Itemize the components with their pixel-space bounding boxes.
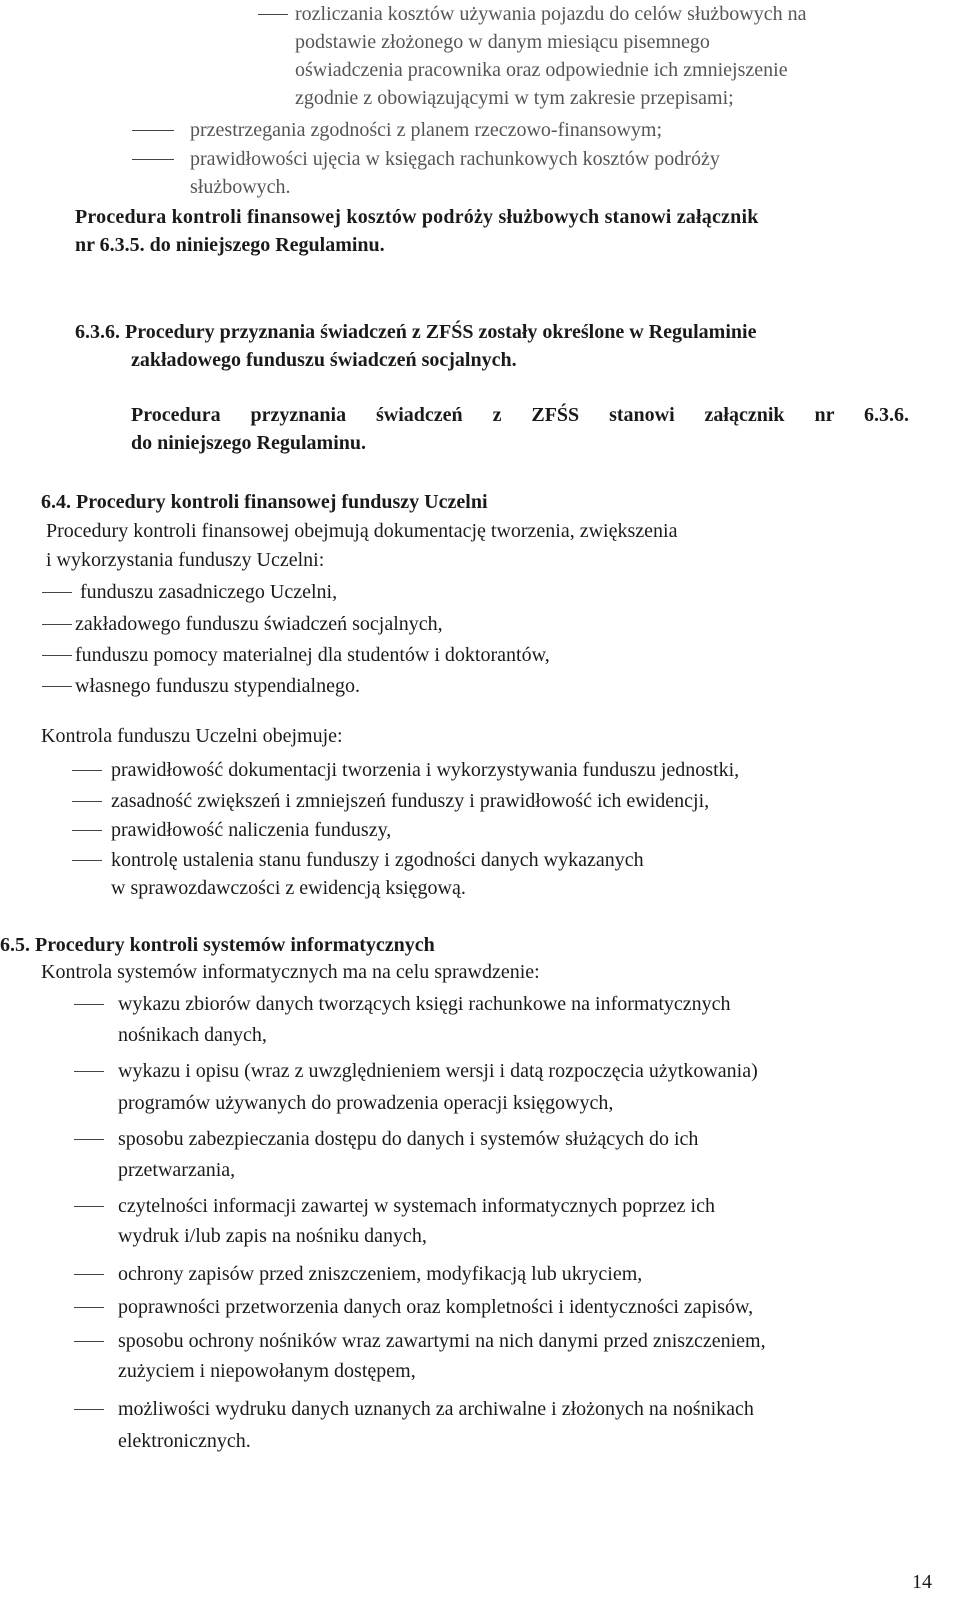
list-item-line: przestrzegania zgodności z planem rzeczowo-finansowym;	[190, 119, 663, 141]
section-heading: zakładowego funduszu świadczeń socjalnych.	[131, 349, 517, 371]
list-dash	[42, 686, 72, 687]
list-dash	[132, 130, 174, 131]
paragraph-line: Kontrola funduszu Uczelni obejmuje:	[41, 725, 343, 747]
paragraph-line: i wykorzystania funduszy Uczelni:	[46, 549, 325, 571]
list-item: wydruk i/lub zapis na nośniku danych,	[118, 1225, 427, 1247]
list-item: kontrolę ustalenia stanu funduszy i zgodności danych wykazanych	[111, 849, 644, 871]
procedure-note: Procedura przyznania świadczeń z ZFŚS stanowi załącznik nr 6.3.6.	[131, 404, 909, 426]
procedure-note: Procedura kontroli finansowej kosztów podróży służbowych stanowi załącznik	[75, 206, 759, 228]
list-item: możliwości wydruku danych uznanych za archiwalne i złożonych na nośnikach	[118, 1398, 754, 1420]
list-item: programów używanych do prowadzenia operacji księgowych,	[118, 1092, 614, 1114]
procedure-note: nr 6.3.5. do niniejszego Regulaminu.	[75, 234, 385, 256]
list-item: funduszu pomocy materialnej dla studentów i doktorantów,	[75, 644, 550, 666]
list-item-line: oświadczenia pracownika oraz odpowiednie ich zmniejszenie	[295, 59, 788, 81]
list-item: przetwarzania,	[118, 1159, 236, 1181]
list-dash	[74, 1004, 104, 1005]
list-item: w sprawozdawczości z ewidencją księgową.	[111, 877, 466, 899]
list-dash	[72, 801, 102, 802]
section-heading: 6.4. Procedury kontroli finansowej funduszy Uczelni	[41, 491, 488, 513]
list-item: wykazu zbiorów danych tworzących księgi rachunkowe na informatycznych	[118, 993, 731, 1015]
list-item-line: służbowych.	[190, 176, 291, 198]
paragraph-line: Procedury kontroli finansowej obejmują dokumentację tworzenia, zwiększenia	[46, 520, 678, 542]
list-dash	[72, 830, 102, 831]
list-dash	[72, 860, 102, 861]
list-item: nośnikach danych,	[118, 1024, 267, 1046]
list-dash	[42, 592, 72, 593]
list-item-line: podstawie złożonego w danym miesiącu pisemnego	[295, 31, 710, 53]
list-item: prawidłowość dokumentacji tworzenia i wykorzystywania funduszu jednostki,	[111, 759, 740, 781]
section-heading: 6.3.6. Procedury przyznania świadczeń z ZFŚS zostały określone w Regulaminie	[75, 321, 757, 343]
list-dash	[132, 159, 174, 160]
list-item: zakładowego funduszu świadczeń socjalnych,	[75, 613, 443, 635]
list-item: zasadność zwiększeń i zmniejszeń funduszy i prawidłowość ich ewidencji,	[111, 790, 710, 812]
list-item: prawidłowość naliczenia funduszy,	[111, 819, 392, 841]
list-dash	[42, 655, 72, 656]
list-dash	[74, 1409, 104, 1410]
list-item-line: rozliczania kosztów używania pojazdu do celów służbowych na	[295, 3, 807, 25]
list-item: elektronicznych.	[118, 1430, 251, 1452]
list-dash	[74, 1341, 104, 1342]
list-item: sposobu ochrony nośników wraz zawartymi na nich danymi przed zniszczeniem,	[118, 1330, 766, 1352]
procedure-note: do niniejszego Regulaminu.	[131, 432, 367, 454]
list-item-line: prawidłowości ujęcia w księgach rachunkowych kosztów podróży	[190, 148, 720, 170]
list-item: zużyciem i niepowołanym dostępem,	[118, 1360, 416, 1382]
list-item: ochrony zapisów przed zniszczeniem, modyfikacją lub ukryciem,	[118, 1263, 643, 1285]
list-dash	[72, 770, 102, 771]
list-item: własnego funduszu stypendialnego.	[75, 675, 360, 697]
list-dash	[74, 1139, 104, 1140]
list-dash	[74, 1071, 104, 1072]
section-heading: 6.5. Procedury kontroli systemów informatycznych	[0, 934, 435, 956]
list-dash	[74, 1274, 104, 1275]
list-item: wykazu i opisu (wraz z uwzględnieniem wersji i datą rozpoczęcia użytkowania)	[118, 1060, 758, 1082]
list-item: czytelności informacji zawartej w systemach informatycznych poprzez ich	[118, 1195, 715, 1217]
list-item-line: zgodnie z obowiązującymi w tym zakresie przepisami;	[295, 87, 734, 109]
list-dash	[74, 1206, 104, 1207]
list-dash	[42, 624, 72, 625]
list-item: sposobu zabezpieczania dostępu do danych i systemów służących do ich	[118, 1128, 699, 1150]
list-dash	[74, 1307, 104, 1308]
page-number: 14	[912, 1571, 932, 1593]
paragraph-line: Kontrola systemów informatycznych ma na celu sprawdzenie:	[41, 961, 540, 983]
list-item: funduszu zasadniczego Uczelni,	[80, 581, 338, 603]
list-dash	[258, 14, 288, 15]
list-item: poprawności przetworzenia danych oraz kompletności i identyczności zapisów,	[118, 1296, 754, 1318]
